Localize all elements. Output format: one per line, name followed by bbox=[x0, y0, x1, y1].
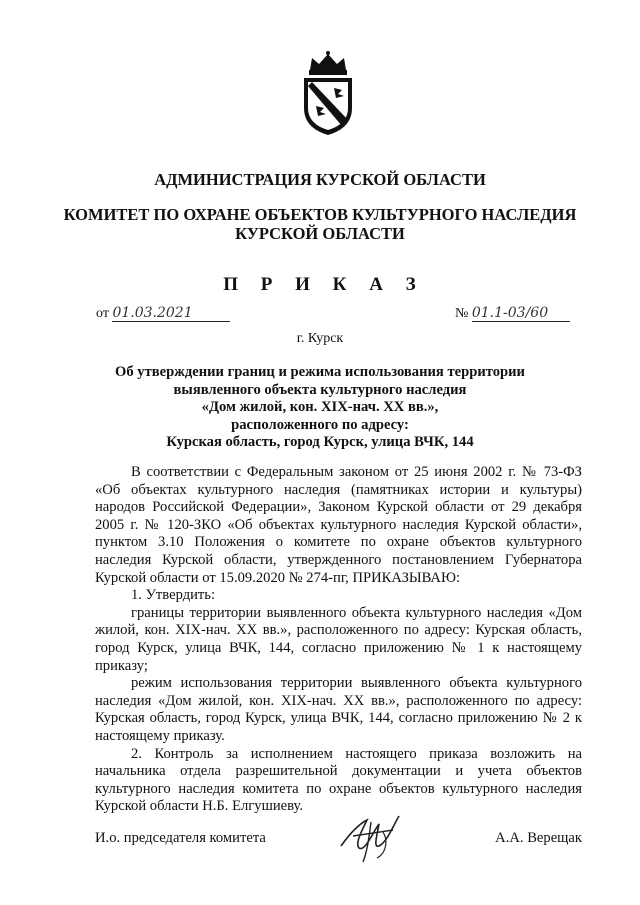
body-paragraph-boundaries: границы территории выявленного объекта культурного наследия «Дом жилой, кон. XIX-нач. XX вв.», расположенного по адресу: Курская область, город Курск, улица ВЧК, 144, согласно приложению № 1 к настоящему приказу; bbox=[95, 604, 582, 674]
date-prefix: от bbox=[96, 306, 109, 321]
order-subject bbox=[0, 364, 640, 452]
coat-of-arms-icon bbox=[296, 50, 360, 136]
signatory-position: И.о. председателя комитета bbox=[95, 830, 266, 846]
organization-name: АДМИНИСТРАЦИЯ КУРСКОЙ ОБЛАСТИ bbox=[154, 170, 486, 189]
subject-line: расположенного по адресу: bbox=[231, 416, 409, 433]
date-field bbox=[112, 306, 230, 322]
order-number bbox=[455, 306, 570, 322]
subject-line: «Дом жилой, кон. XIX-нач. XX вв.», bbox=[201, 399, 439, 416]
number-prefix: № bbox=[455, 306, 469, 321]
committee-line-2: КУРСКОЙ ОБЛАСТИ bbox=[235, 224, 405, 243]
committee-line-1: КОМИТЕТ ПО ОХРАНЕ ОБЪЕКТОВ КУЛЬТУРНОГО НАСЛЕДИЯ bbox=[63, 205, 577, 224]
number-field bbox=[472, 306, 570, 322]
signatory-name: А.А. Верещак bbox=[495, 830, 582, 846]
body-paragraph-regime: режим использования территории выявленного объекта культурного наследия «Дом жилой, кон. XIX-нач. XX вв.», расположенного по адресу: Курская область, город Курск, улица ВЧК, 144, согласно приложению № 2 к настоящему приказу. bbox=[95, 675, 582, 744]
body-paragraph-preamble: В соответствии с Федеральным законом от 25 июня 2002 г. № 73-ФЗ «Об объектах культурного наследия (памятниках истории и культуры) народов Российской Федерации», Законом Курской области от 29 декабря 2005 г. № 120-ЗКО «Об объектах культурного наследия Курской области», пунктом 3.10 Положения о комитете по охране объектов культурного наследия Курской области, утвержденного постановлением Губернатора Курской области от 15.09.2020 № 274-пг, ПРИКАЗЫВАЮ: bbox=[95, 464, 582, 586]
subject-line: выявленного объекта культурного наследия bbox=[173, 381, 467, 398]
subject-line: Об утверждении границ и режима использования территории bbox=[115, 364, 525, 380]
committee-name bbox=[0, 205, 640, 243]
date-value: 01.03.2021 bbox=[112, 305, 193, 321]
city-line: г. Курск bbox=[296, 331, 344, 346]
subject-line: Курская область, город Курск, улица ВЧК, 144 bbox=[166, 434, 474, 451]
number-value: 01.1-03/60 bbox=[471, 305, 549, 321]
handwritten-signature-icon bbox=[333, 802, 413, 866]
body-paragraph-item-2: 2. Контроль за исполнением настоящего приказа возложить на начальника отдела разрешительной документации и учета объектов культурного наследия комитета по охране объектов культурного наследия Курской области Н.Б. Елгушиеву. bbox=[95, 745, 582, 815]
body-paragraph-item-1: 1. Утвердить: bbox=[131, 587, 216, 604]
document-type-title: П Р И К А З bbox=[223, 274, 425, 295]
order-body bbox=[95, 464, 582, 816]
order-date bbox=[96, 306, 230, 322]
